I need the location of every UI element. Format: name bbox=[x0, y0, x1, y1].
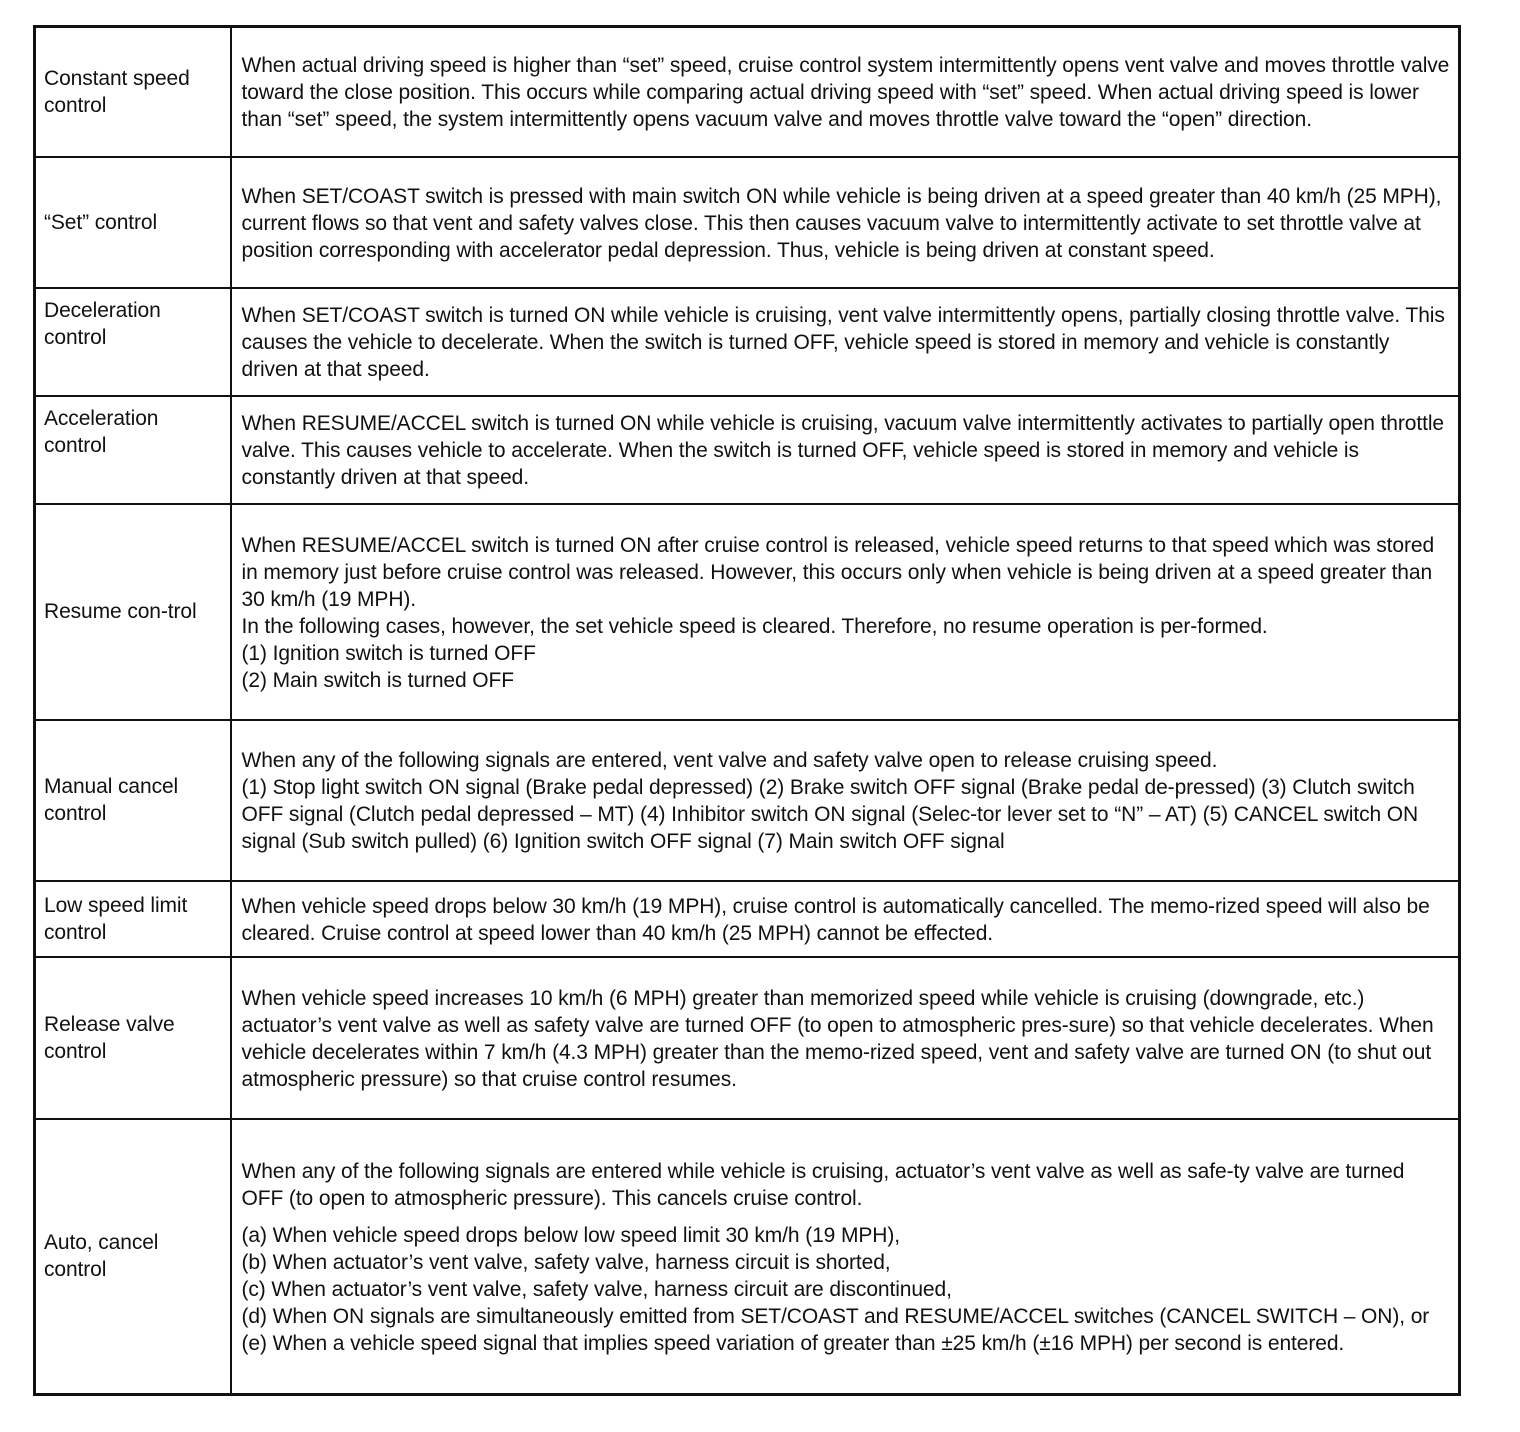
row-label: “Set” control bbox=[35, 157, 231, 288]
row-description bbox=[231, 396, 1460, 504]
description-text: When SET/COAST switch is turned ON while vehicle is cruising, vent valve intermittently opens, partially closing throttle valve. This causes the vehicle to decelerate. When the switch is turned OFF, vehicle speed is stored in memory and vehicle is constantly driven at that speed. bbox=[241, 304, 1445, 381]
table-row bbox=[35, 881, 1460, 957]
list-item: (1) Ignition switch is turned OFF bbox=[241, 641, 536, 665]
table-row bbox=[35, 1119, 1460, 1395]
table-row bbox=[35, 504, 1460, 720]
row-label: Auto, cancel control bbox=[35, 1119, 231, 1395]
description-text: (1) Stop light switch ON signal (Brake pedal depressed) (2) Brake switch OFF signal (Brake pedal de-pressed) (3) Clutch switch OFF signal (Clutch pedal depressed – MT) (4) Inhibitor switch ON signal (Selec-tor lever set to “N” – AT) (5) CANCEL switch ON signal (Sub switch pulled) (6) Ignition switch OFF signal (7) Main switch OFF signal bbox=[241, 776, 1419, 853]
table-row bbox=[35, 720, 1460, 881]
description-text: In the following cases, however, the set vehicle speed is cleared. Therefore, no resume operation is per-formed. bbox=[241, 614, 1268, 638]
row-label: Resume con-trol bbox=[35, 504, 231, 720]
row-description bbox=[231, 504, 1460, 720]
description-text: When actual driving speed is higher than “set” speed, cruise control system intermittently opens vent valve and moves throttle valve toward the close position. This occurs while comparing actual driving speed with “set” speed. When actual driving speed is lower than “set” speed, the system intermittently opens vacuum valve and moves throttle valve toward the “open” direction. bbox=[241, 54, 1450, 132]
description-text: When vehicle speed increases 10 km/h (6 MPH) greater than memorized speed while vehicle is cruising (downgrade, etc.) actuator’s vent valve as well as safety valve are turned OFF (to open to atmospheric pres-sure) so that vehicle decelerates. When vehicle decelerates within 7 km/h (4.3 MPH) greater than the memo-rized speed, vent and safety valve are turned ON (to shut out atmospheric pressure) so that cruise control resumes. bbox=[241, 986, 1434, 1091]
list-item: (a) When vehicle speed drops below low speed limit 30 km/h (19 MPH), bbox=[241, 1223, 900, 1247]
row-description bbox=[231, 288, 1460, 396]
description-text: When SET/COAST switch is pressed with main switch ON while vehicle is being driven at a speed greater than 40 km/h (25 MPH), current flows so that vent and safety valves close. This then causes vacuum valve to intermittently activate to set throttle valve at position corresponding with accelerator pedal depression. Thus, vehicle is being driven at constant speed. bbox=[241, 184, 1442, 262]
table-row bbox=[35, 288, 1460, 396]
row-description bbox=[231, 720, 1460, 881]
row-description bbox=[231, 27, 1460, 157]
table-row bbox=[35, 957, 1460, 1119]
list-item: (b) When actuator’s vent valve, safety valve, harness circuit is shorted, bbox=[241, 1250, 891, 1274]
list-item: (c) When actuator’s vent valve, safety valve, harness circuit are discontinued, bbox=[241, 1277, 952, 1301]
row-description bbox=[231, 1119, 1460, 1395]
row-description bbox=[231, 957, 1460, 1119]
table-row bbox=[35, 27, 1460, 157]
row-label: Release valve control bbox=[35, 957, 231, 1119]
description-text: When any of the following signals are entered while vehicle is cruising, actuator’s vent valve as well as safe-ty valve are turned OFF (to open to atmospheric pressure). This cancels cruise control. bbox=[241, 1159, 1405, 1210]
row-description bbox=[231, 881, 1460, 957]
row-label: Deceleration control bbox=[35, 288, 231, 396]
row-label: Constant speed control bbox=[35, 27, 231, 157]
table-row bbox=[35, 157, 1460, 288]
cruise-control-table bbox=[33, 25, 1461, 1396]
row-label: Acceleration control bbox=[35, 396, 231, 504]
description-text: When vehicle speed drops below 30 km/h (19 MPH), cruise control is automatically cancelled. The memo-rized speed will also be cleared. Cruise control at speed lower than 40 km/h (25 MPH) cannot be effected. bbox=[241, 894, 1430, 945]
table-row bbox=[35, 396, 1460, 504]
list-item: (d) When ON signals are simultaneously emitted from SET/COAST and RESUME/ACCEL switches (CANCEL SWITCH – ON), or bbox=[241, 1304, 1430, 1328]
row-label: Low speed limit control bbox=[35, 881, 231, 957]
row-description bbox=[231, 157, 1460, 288]
description-text: When any of the following signals are entered, vent valve and safety valve open to release cruising speed. bbox=[241, 749, 1218, 772]
list-item: (e) When a vehicle speed signal that implies speed variation of greater than ±25 km/h (±16 MPH) per second is entered. bbox=[241, 1331, 1345, 1355]
row-label: Manual cancel control bbox=[35, 720, 231, 881]
list-item: (2) Main switch is turned OFF bbox=[241, 668, 514, 692]
description-text: When RESUME/ACCEL switch is turned ON while vehicle is cruising, vacuum valve intermittently activates to partially open throttle valve. This causes vehicle to accelerate. When the switch is turned OFF, vehicle speed is stored in memory and vehicle is constantly driven at that speed. bbox=[241, 412, 1444, 489]
description-text: When RESUME/ACCEL switch is turned ON after cruise control is released, vehicle speed returns to that speed which was stored in memory just before cruise control was released. However, this occurs only when vehicle is being driven at a speed greater than 30 km/h (19 MPH). bbox=[241, 533, 1435, 611]
